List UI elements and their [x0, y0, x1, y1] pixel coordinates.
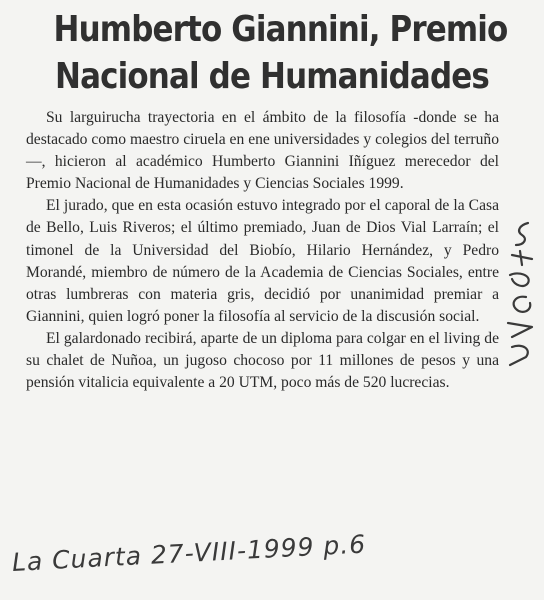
article-paragraph-1: Su larguirucha trayectoria en el ámbito de la filosofía -donde se ha destacado como maestro ciruela en ene universidades y colegios del terruño—, hicieron al académico Humberto Giannini Iñíguez merecedor del Premio Nacional de Humanidades y Ciencias Sociales 1999. [26, 109, 499, 193]
article-headline [53, 6, 508, 100]
handwritten-date: La Cuarta 27-VIII-1999 p.6 [11, 529, 367, 577]
margin-note-drawing [498, 215, 542, 375]
headline-line-1: Humberto Giannini, Premio [53, 9, 508, 50]
article-body [26, 107, 499, 394]
article-paragraph-2: El jurado, que en esta ocasión estuvo integrado por el caporal de la Casa de Bello, Luis Riveros; el último premiado, Juan de Dios Vial Larraín; el timonel de la Universidad del Biobío, Hilario Hernández, y Pedro Morandé, miembro de número de la Academia de Ciencias Sociales, entre otras lumbreras con materia gris, decidió por unanimidad premiar a Giannini, quien logró poner la filosofía al servicio de la discusión social. [26, 197, 499, 325]
article-paragraph-3: El galardonado recibirá, aparte de un diploma para colgar en el living de su chalet de Nuñoa, un jugoso chocoso por 11 millones de pesos y una pensión vitalicia equivalente a 20 UTM, poco más de 520 lucrecias. [26, 329, 499, 392]
headline-line-2: Nacional de Humanidades [55, 56, 489, 97]
handwritten-margin-note [498, 215, 542, 375]
